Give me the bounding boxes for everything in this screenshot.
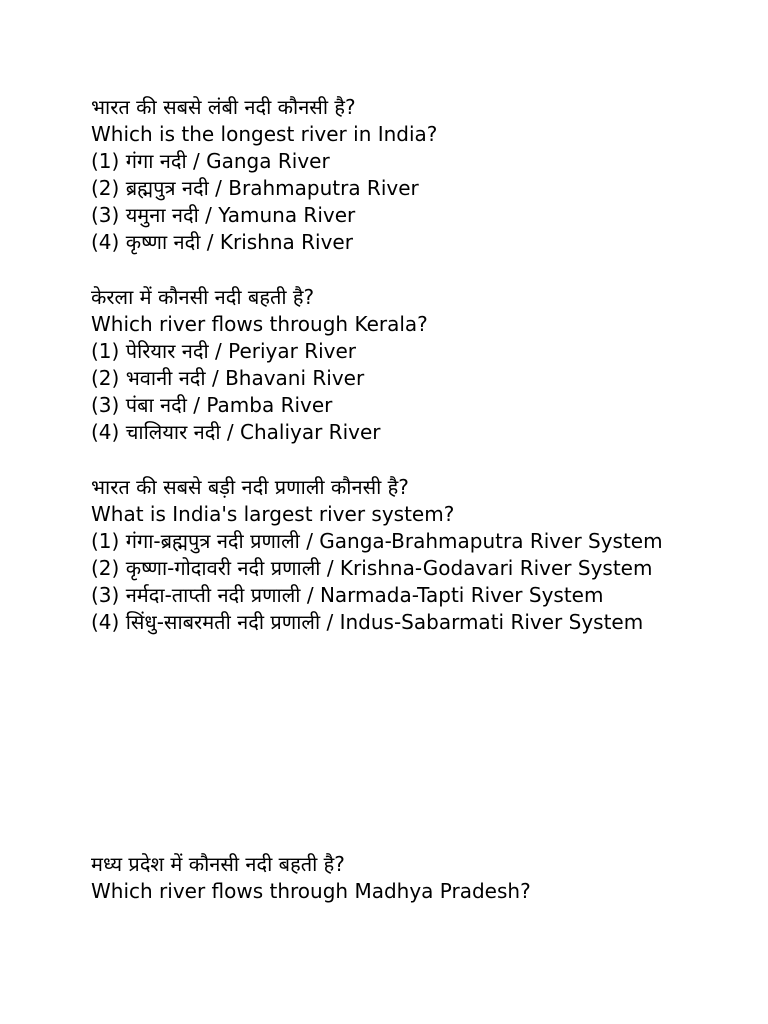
- option-2: (2) कृष्णा-गोदावरी नदी प्रणाली / Krishna-Godavari River System: [91, 556, 653, 580]
- option-2: (2) भवानी नदी / Bhavani River: [91, 366, 365, 390]
- question-english: Which river flows through Kerala?: [91, 312, 428, 336]
- option-1: (1) गंगा-ब्रह्मपुत्र नदी प्रणाली / Ganga-Brahmaputra River System: [91, 529, 663, 553]
- question-block-3: [91, 474, 691, 636]
- option-3: (3) नर्मदा-ताप्ती नदी प्रणाली / Narmada-Tapti River System: [91, 583, 604, 607]
- question-block-4: [91, 851, 691, 905]
- question-native: भारत की सबसे बड़ी नदी प्रणाली कौनसी है?: [91, 475, 409, 499]
- option-4: (4) चालियार नदी / Chaliyar River: [91, 420, 381, 444]
- option-4: (4) सिंधु-साबरमती नदी प्रणाली / Indus-Sabarmati River System: [91, 610, 644, 634]
- option-1: (1) गंगा नदी / Ganga River: [91, 149, 330, 173]
- option-1: (1) पेरियार नदी / Periyar River: [91, 339, 357, 363]
- question-english: What is India's largest river system?: [91, 502, 455, 526]
- option-3: (3) पंबा नदी / Pamba River: [91, 393, 333, 417]
- option-2: (2) ब्रह्मपुत्र नदी / Brahmaputra River: [91, 176, 419, 200]
- question-block-2: [91, 284, 691, 446]
- question-native: केरला में कौनसी नदी बहती है?: [91, 285, 315, 309]
- option-4: (4) कृष्णा नदी / Krishna River: [91, 230, 353, 254]
- option-3: (3) यमुना नदी / Yamuna River: [91, 203, 356, 227]
- question-native: भारत की सबसे लंबी नदी कौनसी है?: [91, 95, 356, 119]
- question-english: Which river flows through Madhya Pradesh?: [91, 879, 531, 903]
- question-block-1: [91, 94, 691, 256]
- question-english: Which is the longest river in India?: [91, 122, 438, 146]
- question-native: मध्य प्रदेश में कौनसी नदी बहती है?: [91, 852, 345, 876]
